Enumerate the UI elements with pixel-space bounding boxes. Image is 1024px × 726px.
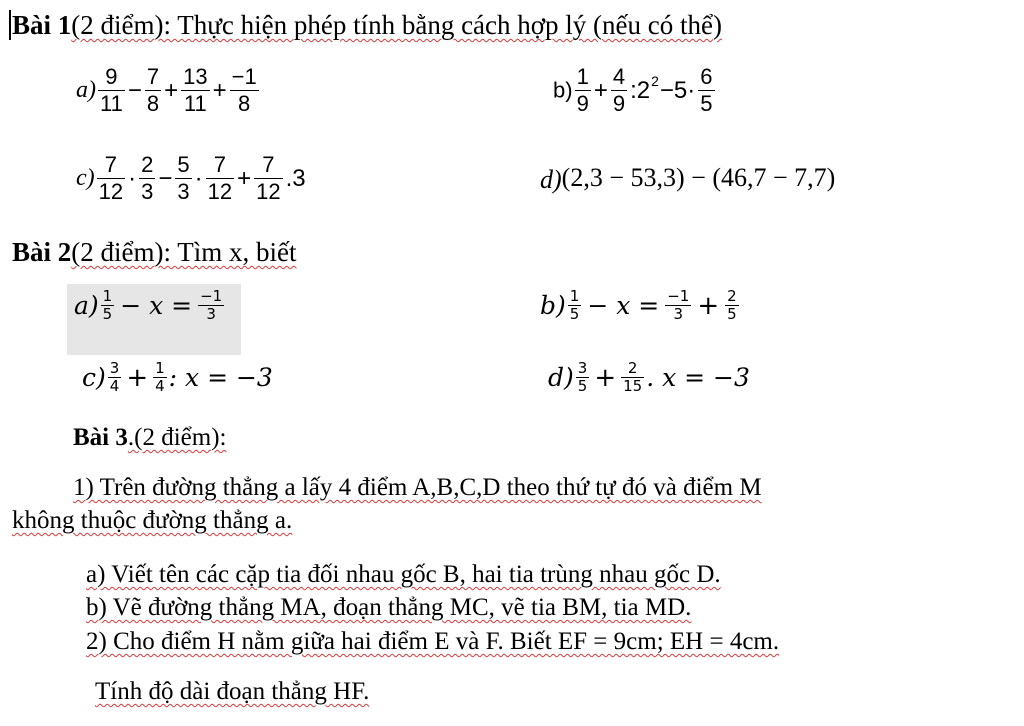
bai2-b-label: b): [540, 291, 566, 320]
bai1-item-d: [540, 163, 835, 195]
fraction: $\frac{1}{9}$: [576, 64, 589, 116]
bai3-points: .(2 điểm):: [127, 424, 227, 451]
fraction: $\frac{1}{5}$: [102, 287, 113, 323]
bai1-heading: Bài 1: [12, 10, 72, 40]
bai3-item-b: b) Vẽ đường thẳng MA, đoạn thẳng MC, vẽ tia BM, tia MD.: [86, 594, 692, 621]
bai1-b-label: b): [553, 77, 573, 103]
bai1-heading-line: [12, 10, 722, 41]
bai3-item-a: a) Viết tên các cặp tia đối nhau gốc B, hai tia trùng nhau gốc D.: [86, 561, 721, 588]
bai2-c-label: c): [82, 363, 106, 392]
bai2-d-label: d): [548, 363, 574, 392]
fraction: $\frac{2}{3}$: [141, 152, 154, 204]
bai2-item-c: c) $\frac{3}{4}$ + $\frac{1}{4}$ : x = −3: [82, 359, 273, 395]
margin-line: [9, 10, 11, 40]
bai2-heading: Bài 2: [12, 237, 72, 267]
bai1-d-expr: (2,3 − 53,3) − (46,7 − 7,7): [561, 163, 836, 192]
bai3-item-2-question: Tính độ dài đoạn thẳng HF.: [95, 678, 370, 705]
fraction: $\frac{9}{11}$: [100, 64, 123, 116]
fraction: $\frac{13}{11}$: [183, 64, 208, 116]
fraction: $\frac{7}{12}$: [98, 152, 124, 204]
bai2-item-d: d) $\frac{3}{5}$ + $\frac{2}{15}$ . x = −3: [548, 359, 750, 395]
fraction: $\frac{3}{4}$: [109, 359, 120, 395]
fraction: $\frac{3}{5}$: [577, 359, 588, 395]
fraction: $\frac{5}{3}$: [177, 152, 190, 204]
fraction: $\frac{2}{15}$: [623, 359, 643, 395]
fraction: $\frac{1}{4}$: [155, 359, 165, 395]
bai1-item-a: a) $\frac{9}{11}$ − $\frac{7}{8}$ + $\frac{13}{11}$ + $\frac{-1}{8}$: [76, 64, 257, 116]
fraction: $\frac{7}{8}$: [146, 64, 160, 116]
bai2-points: (2 điểm): Tìm x, biết: [71, 237, 297, 267]
bai2-heading-line: [12, 237, 296, 268]
bai2-item-a: a) $\frac{1}{5}$ − x = $\frac{-1}{3}$: [74, 287, 223, 323]
bai1-d-label: d): [540, 165, 562, 195]
bai2-item-b: b) $\frac{1}{5}$ − x = $\frac{-1}{3}$ + $\frac{2}{5}$: [540, 287, 737, 323]
fraction: $\frac{-1}{8}$: [231, 64, 257, 116]
bai1-item-b: b) $\frac{1}{9}$ + $\frac{4}{9}$ $:2^2-5\cdot$ $\frac{6}{5}$: [553, 64, 713, 116]
fraction: $\frac{4}{9}$: [612, 64, 626, 116]
fraction: $\frac{6}{5}$: [700, 64, 713, 116]
bai2-a-label: a): [74, 291, 99, 320]
fraction: $\frac{7}{12}$: [207, 152, 233, 204]
bai1-item-c: c) $\frac{7}{12}$ · $\frac{2}{3}$ − $\frac{5}{3}$ · $\frac{7}{12}$ + $\frac{7}{12}$ .3: [76, 152, 306, 204]
fraction: $\frac{-1}{3}$: [200, 287, 223, 323]
fraction: $\frac{-1}{3}$: [667, 287, 690, 323]
bai3-p1-line2: không thuộc đường thẳng a.: [12, 507, 293, 534]
fraction: $\frac{1}{5}$: [569, 287, 580, 323]
bai3-item-2: 2) Cho điểm H nằm giữa hai điểm E và F. Biết EF = 9cm; EH = 4cm.: [86, 628, 780, 655]
fraction: $\frac{2}{5}$: [727, 287, 737, 323]
fraction: $\frac{7}{12}$: [256, 152, 281, 204]
bai1-points: (2 điểm): Thực hiện phép tính bằng cách hợp lý (nếu có thể): [71, 10, 722, 40]
bai3-heading-line: [73, 424, 226, 452]
bai3-p1-line1: 1) Trên đường thẳng a lấy 4 điểm A,B,C,D theo thứ tự đó và điểm M: [73, 474, 762, 501]
bai3-heading: Bài 3: [73, 424, 128, 451]
bai1-c-label: c): [76, 165, 95, 191]
bai1-a-label: a): [76, 77, 96, 103]
